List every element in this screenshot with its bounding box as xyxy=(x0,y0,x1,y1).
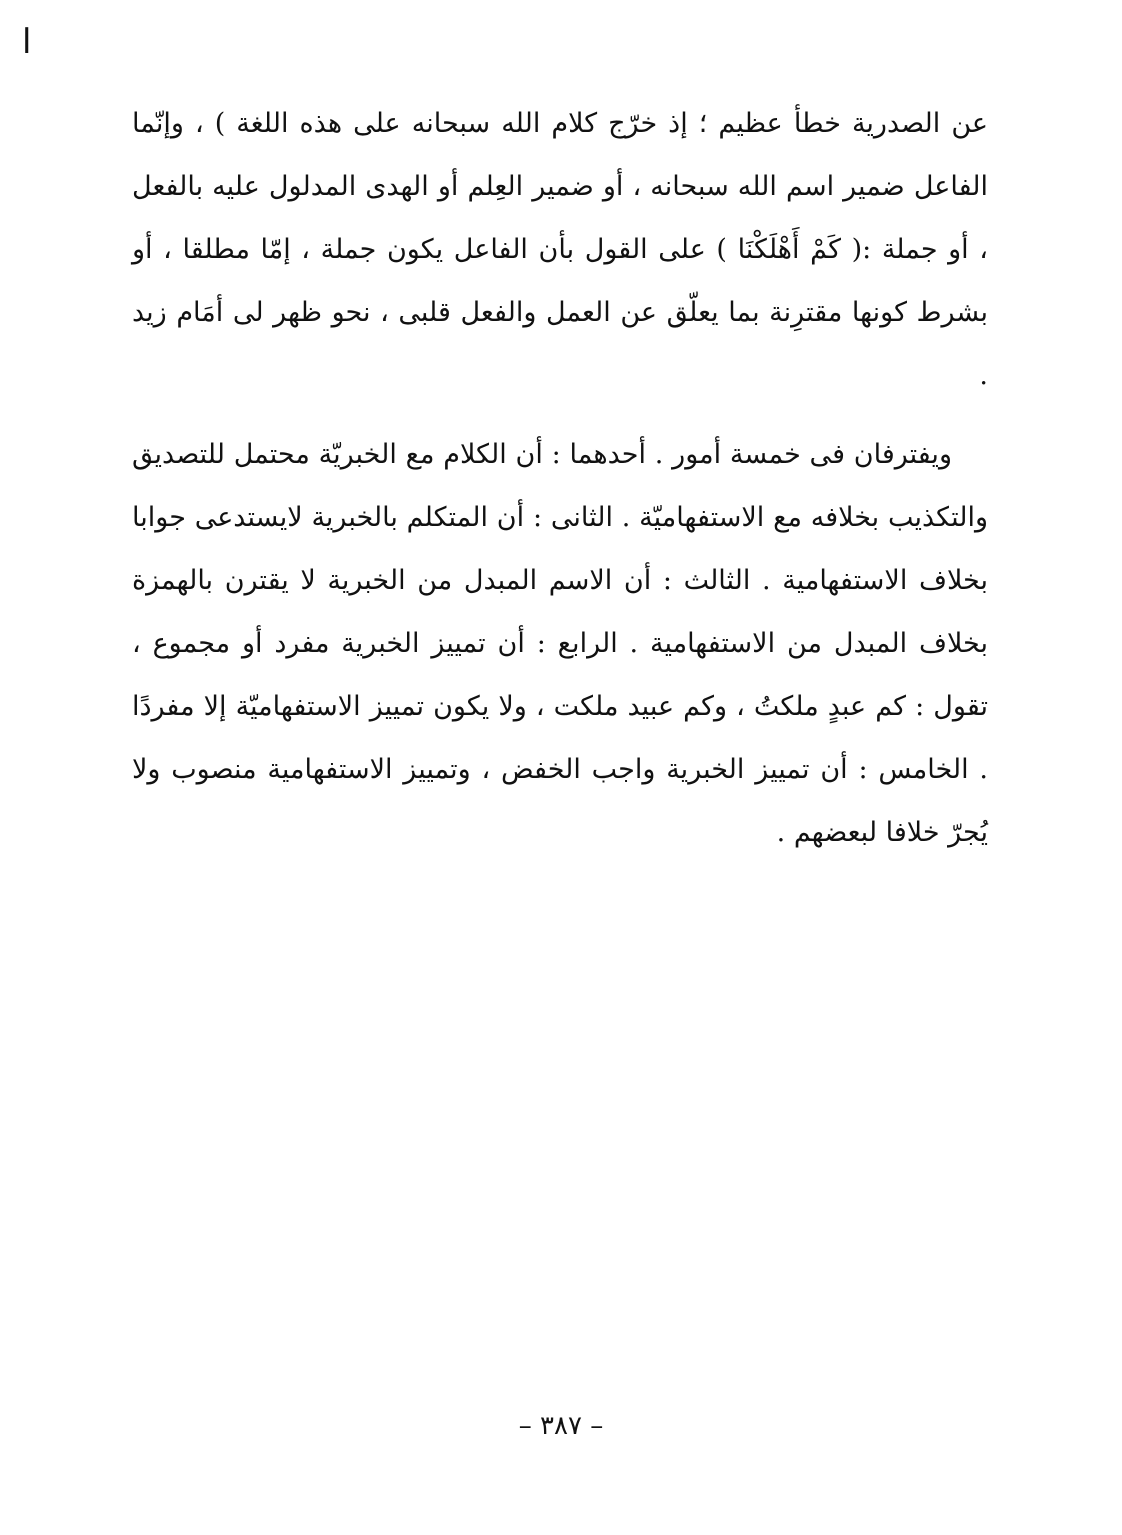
paragraph-2: ويفترفان فى خمسة أمور . أحدهما : أن الكلام مع الخبريّة محتمل للتصديق والتكذيب بخلافه مع الاستفهاميّة . الثانى : أن المتكلم بالخبرية لايستدعى جوابا بخلاف الاستفهامية . الثالث : أن الاسم المبدل من الخبرية لا يقترن بالهمزة بخلاف المبدل من الاستفهامية . الرابع : أن تمييز الخبرية مفرد أو مجموع ، تقول : كم عبدٍ ملكتُ ، وكم عبيد ملكت ، ولا يكون تمييز الاستفهاميّة إلا مفردًا . الخامس : أن تمييز الخبرية واجب الخفض ، وتمييز الاستفهامية منصوب ولا يُجرّ خلافا لبعضهم . xyxy=(132,439,988,848)
corner-mark: ا xyxy=(22,22,32,62)
paragraph-1: عن الصدرية خطأ عظيم ؛ إذ خرّج كلام الله سبحانه على هذه اللغة ) ، وإنّما الفاعل ضمير اسم الله سبحانه ، أو ضمير العِلم أو الهدى المدلول عليه بالفعل ، أو جملة :( كَمْ أَهْلَكْنَا ) على القول بأن الفاعل يكون جملة ، إمّا مطلقا ، أو بشرط كونها مقترِنة بما يعلّق عن العمل والفعل قلبى ، نحو ظهر لى أمَام زيد . xyxy=(132,108,988,391)
body-text xyxy=(132,92,988,864)
page-number: – ٣٨٧ – xyxy=(518,1411,604,1441)
